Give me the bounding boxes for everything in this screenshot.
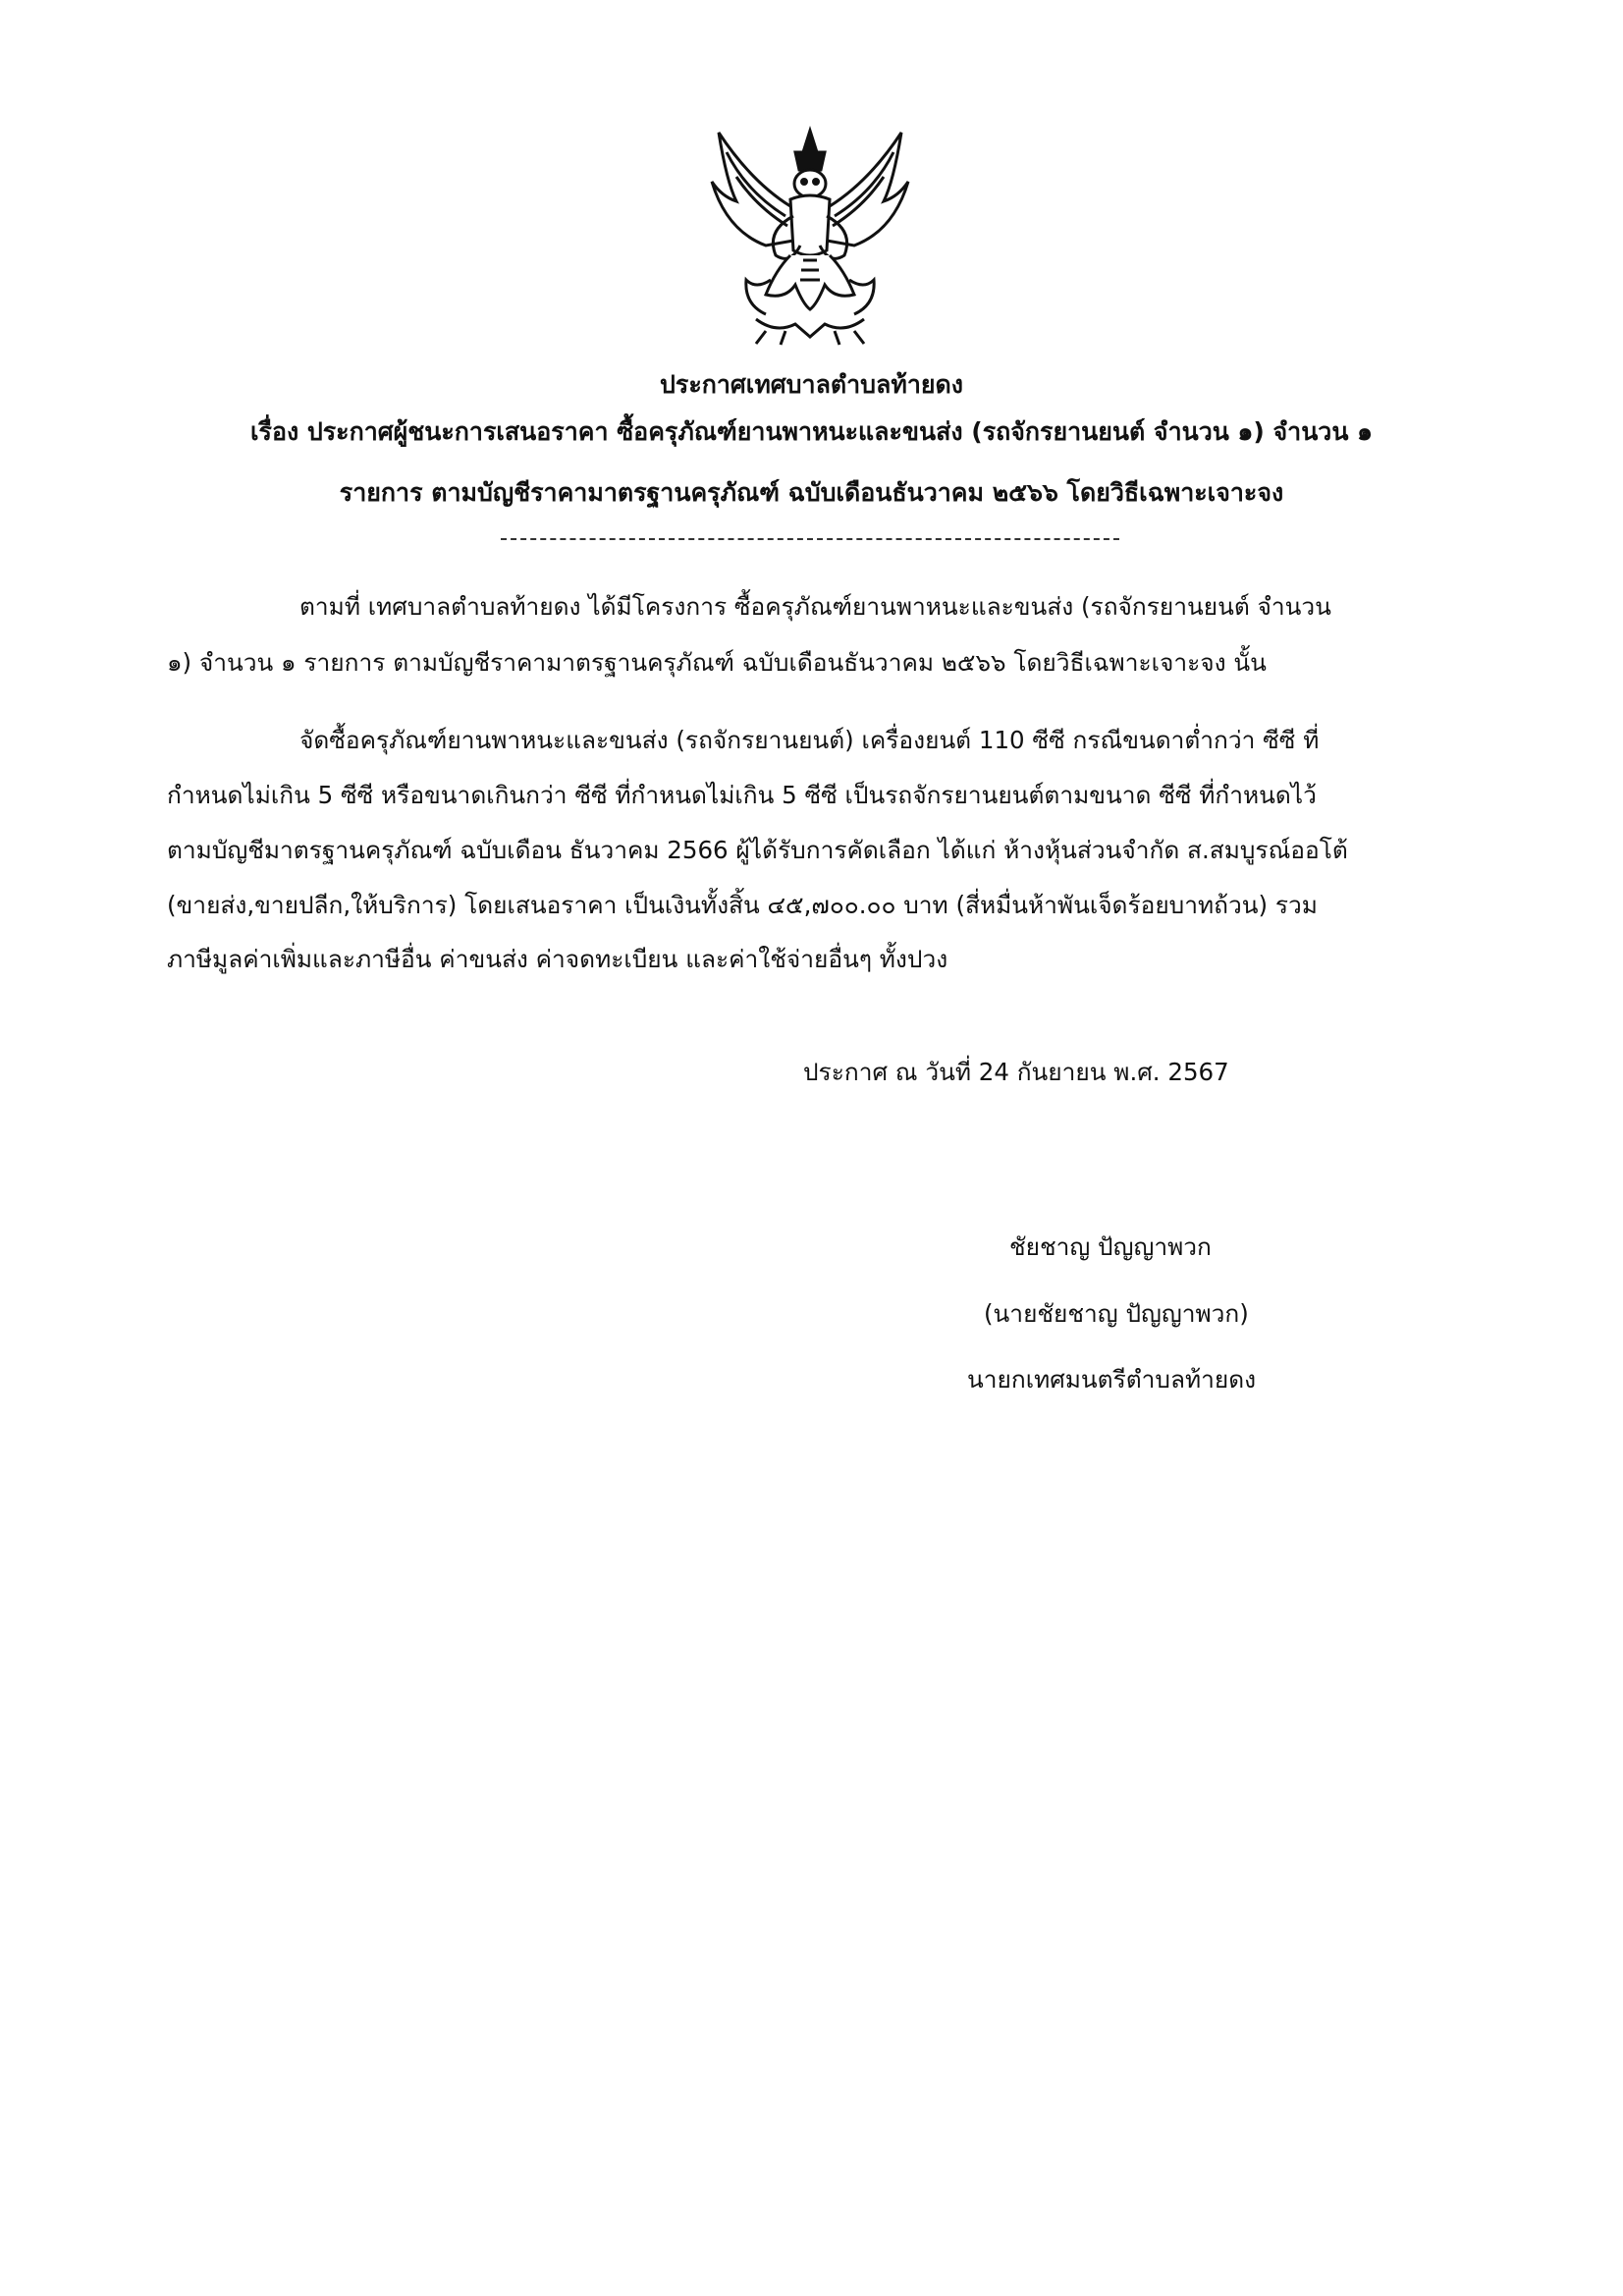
paragraph-1-line-2: ๑) จำนวน ๑ รายการ ตามบัญชีราคามาตรฐานครุภัณฑ์ ฉบับเดือนธันวาคม ๒๕๖๖ โดยวิธีเฉพาะเจาะจง นั้น xyxy=(167,648,1267,677)
paragraph-2-line-4: (ขายส่ง,ขายปลีก,ให้บริการ) โดยเสนอราคา เป็นเงินทั้งสิ้น ๔๕,๗๐๐.๐๐ บาท (สี่หมื่นห้าพันเจ็ดร้อยบาทถ้วน) รวม xyxy=(167,891,1318,919)
signer-position: นายกเทศมนตรีตำบลท้ายดง xyxy=(967,1365,1257,1394)
signer-signature-name: ชัยชาญ ปัญญาพวก xyxy=(1009,1232,1212,1261)
paragraph-2-line-5: ภาษีมูลค่าเพิ่มและภาษีอื่น ค่าขนส่ง ค่าจดทะเบียน และค่าใช้จ่ายอื่นๆ ทั้งปวง xyxy=(167,945,948,973)
paragraph-2-line-1: จัดซื้อครุภัณฑ์ยานพาหนะและขนส่ง (รถจักรยานยนต์) เครื่องยนต์ 110 ซีซี กรณีขนดาต่ำกว่า ซีซี ที่ xyxy=(299,726,1320,754)
organization-title: ประกาศเทศบาลตำบลท้ายดง xyxy=(660,370,963,399)
paragraph-2-line-2: กำหนดไม่เกิน 5 ซีซี หรือขนาดเกินกว่า ซีซี ที่กำหนดไม่เกิน 5 ซีซี เป็นรถจักรยานยนต์ตามขนาด ซีซี ที่กำหนดไว้ xyxy=(167,781,1317,809)
dashed-divider xyxy=(501,538,1119,540)
announcement-date: ประกาศ ณ วันที่ 24 กันยายน พ.ศ. 2567 xyxy=(803,1058,1229,1086)
paragraph-1-line-1: ตามที่ เทศบาลตำบลท้ายดง ได้มีโครงการ ซื้อครุภัณฑ์ยานพาหนะและขนส่ง (รถจักรยานยนต์ จำนวน xyxy=(299,592,1331,621)
subject-line-1: เรื่อง ประกาศผู้ชนะการเสนอราคา ซื้อครุภัณฑ์ยานพาหนะและขนส่ง (รถจักรยานยนต์ จำนวน ๑) จำนวน ๑ xyxy=(249,417,1374,446)
subject-line-2: รายการ ตามบัญชีราคามาตรฐานครุภัณฑ์ ฉบับเดือนธันวาคม ๒๕๖๖ โดยวิธีเฉพาะเจาะจง xyxy=(339,478,1284,507)
garuda-emblem xyxy=(697,123,923,349)
signer-full-name: (นายชัยชาญ ปัญญาพวก) xyxy=(984,1299,1249,1328)
paragraph-2-line-3: ตามบัญชีมาตรฐานครุภัณฑ์ ฉบับเดือน ธันวาคม 2566 ผู้ได้รับการคัดเลือก ได้แก่ ห้างหุ้นส่วนจำกัด ส.สมบูรณ์ออโต้ xyxy=(167,836,1348,864)
